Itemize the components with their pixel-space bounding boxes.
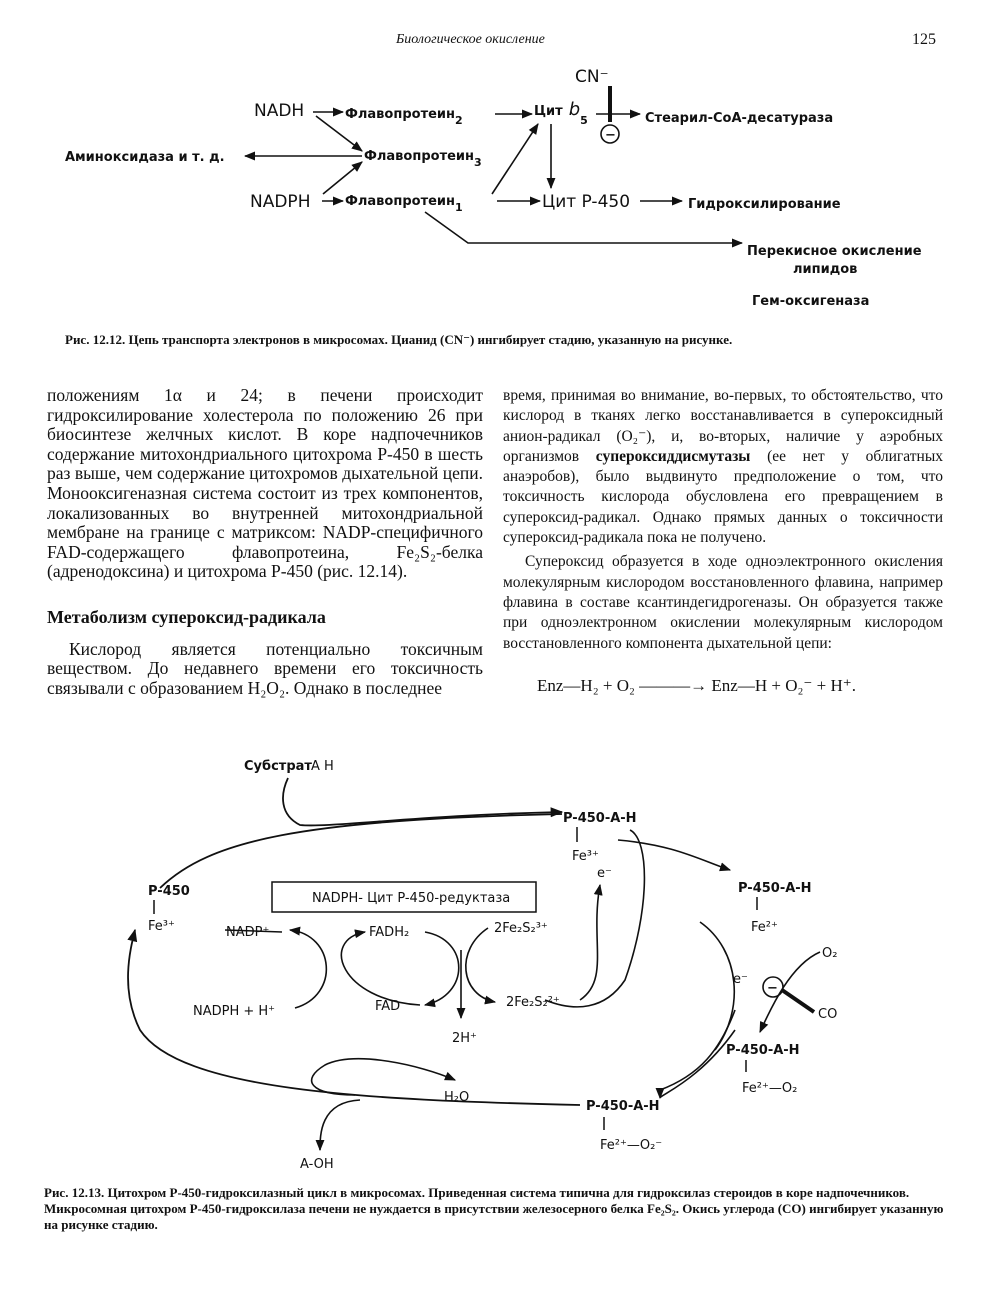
left-column	[47, 386, 483, 698]
nadp-label: NADP⁺	[226, 925, 270, 940]
nadh-label: NADH	[254, 101, 305, 121]
arrow-to-water	[312, 1059, 455, 1095]
cn-label: CN⁻	[575, 67, 609, 87]
aminoxidase-label: Аминоксидаза и т. д.	[65, 150, 225, 165]
nadph-h-label: NADPH + H⁺	[193, 1004, 276, 1019]
reductase-label: NADPH- Цит P-450-редуктаза	[312, 891, 511, 906]
reduction-2-arc	[700, 922, 734, 1050]
left-paragraph-1: положениям 1α и 24; в печени происходит гидроксилирование холестерола по положению 26 при биосинтезе желчных кислот. В коре надпочечников содержание митохондриального цитохрома P-450 в шесть раз выше, чем содержание цитохромов дыхательной цепи. Монооксигеназная система состоит из трех компонентов, локализованных во внутренней митохондриальной мембране на границе с матриксом: NADP-специфичного FAD-содержащего флавопротеина, Fe₂S₂-белка (адренодоксина) и цитохрома P-450 (рис. 12.14).	[47, 385, 483, 582]
a-oh-label: A-OH	[300, 1157, 334, 1172]
sod-term: супероксиддисмутазы	[595, 447, 751, 465]
arc-p450-to-complex	[160, 814, 562, 888]
substrate-ah: A H	[311, 759, 334, 774]
arrow-fp1-lipid-peroxidation	[425, 212, 742, 243]
substrate-label: Субстрат	[244, 759, 312, 774]
running-title: Биологическое окисление	[396, 32, 545, 47]
caption-13-label: Рис. 12.13.	[44, 1185, 105, 1200]
arrow-reduction-1	[618, 840, 730, 870]
fe3-free: Fe³⁺	[148, 919, 175, 934]
fe2-complex: Fe²⁺	[751, 920, 778, 935]
hydroxylation-label: Гидроксилирование	[688, 197, 841, 212]
caption-13-text: Цитохром P-450-гидроксилазный цикл в микросомах. Приведенная система типична для гидроксилаз стероидов в коре надпочечников. Микросомная цитохром P-450-гидроксилаза печени не нуждается в присутствии железосерного белка Fe₂S₂. Окись углерода (CO) ингибирует указанную на рисунке стадию.	[44, 1185, 944, 1232]
lipid-peroxidation-line1: Перекисное окисление	[747, 244, 922, 259]
minus-sign: −	[605, 128, 616, 143]
arrow-product-release	[320, 1100, 360, 1150]
arrow-substrate-binding	[283, 778, 562, 825]
lipid-peroxidation-line2: липидов	[793, 262, 858, 277]
flavoprotein-2: Флавопротеин$_2$	[345, 107, 463, 127]
page-number: 125	[912, 31, 936, 48]
co-minus-sign: −	[767, 981, 778, 996]
two-h-label: 2H⁺	[452, 1031, 477, 1046]
return-arc	[660, 1010, 735, 1090]
arrow-fp1-cytb5	[492, 124, 538, 194]
fadh2-label: FADH₂	[369, 925, 410, 940]
figure-12-13-caption	[44, 1185, 959, 1233]
nadph-label: NADPH	[250, 192, 311, 212]
cyt-b5: Цит $b_5$	[534, 99, 588, 127]
right-column	[503, 386, 943, 696]
arrow-nadph-to-nadp	[290, 930, 326, 1008]
flavoprotein-3: Флавопротеин$_3$	[364, 149, 482, 169]
p450-ah-fe2-o2: P-450-A-H	[726, 1043, 800, 1058]
arrow-nadph-fp3	[323, 162, 362, 194]
fe2s2-ox: 2Fe₂S₂³⁺	[494, 921, 548, 936]
fe2-o2-radical: Fe²⁺—O₂⁻	[600, 1138, 663, 1153]
right-paragraph-2: Супероксид образуется в ходе одноэлектронного окисления молекулярным кислородом восстановленного флавина, например флавина в составе ксантиндегидрогеназы. Он образуется также при одноэлектронном окислении молекулярным кислородом восстановленного компонента дыхательной цепи:	[503, 553, 943, 652]
fe3-complex: Fe³⁺	[572, 849, 599, 864]
arrow-fe2s2-reduction	[466, 928, 495, 1002]
co-label: CO	[818, 1007, 838, 1022]
flavoprotein-1: Флавопротеин$_1$	[345, 194, 463, 214]
fad-label: FAD	[375, 999, 401, 1014]
caption-text: Цепь транспорта электронов в микросомах. Цианид (CN⁻) ингибирует стадию, указанную на рисунке.	[128, 332, 733, 347]
p450-ah-superoxo: P-450-A-H	[586, 1099, 660, 1114]
arrow-electron-up	[580, 885, 600, 1000]
arrow-fadh2-to-fad	[425, 932, 459, 1005]
electron-2: e⁻	[733, 972, 748, 987]
enzyme-equation: Enz—H₂ + O₂ ———→ Enz—H + O₂⁻ + H⁺.	[537, 675, 856, 695]
caption-label: Рис. 12.12.	[65, 332, 126, 347]
p450-ah-fe2: P-450-A-H	[738, 881, 812, 896]
section-heading: Метаболизм супероксид-радикала	[47, 606, 326, 627]
heme-oxygenase-label: Гем-оксигеназа	[752, 294, 870, 309]
p450-cycle-diagram	[0, 750, 1007, 1180]
co-inhibition-bar	[782, 990, 814, 1012]
cyt-p450: Цит P-450	[542, 192, 631, 212]
h2o-label: H₂O	[444, 1090, 470, 1105]
electron-1: e⁻	[597, 866, 612, 881]
fe2-o2-complex: Fe²⁺—O₂	[742, 1081, 798, 1096]
left-paragraph-2: Кислород является потенциально токсичным веществом. До недавнего времени его токсичность связывали с образованием H₂O₂. Однако в последнее	[47, 638, 483, 698]
p450-ah-fe3: P-450-A-H	[563, 811, 637, 826]
p450-free: P-450	[148, 884, 190, 899]
arrow-to-superoxo	[660, 1030, 735, 1098]
arrow-fad-to-fadh2	[341, 932, 420, 1005]
electron-transport-diagram	[0, 60, 1007, 320]
o2-label: O₂	[822, 946, 838, 961]
stearoyl-coa-desaturase: Стеарил-СоА-десатураза	[645, 111, 834, 126]
right-paragraph-1: время, принимая во внимание, во-первых, то обстоятельство, что кислород в тканях легко восстанавливается в супероксидный анион-радикал (O₂⁻), и, во-вторых, наличие у аэробных организмов супероксиддисмутазы (ее нет у облигатных анаэробов), было выдвинуто предположение о том, что токсичность кислорода обусловлена его превращением в супероксид-радикал. Однако прямых данных о токсичности супероксид-радикала пока не получено.	[503, 387, 944, 547]
fe2s2-red: 2Fe₂S₂²⁺	[506, 995, 560, 1010]
figure-12-12-caption	[65, 332, 955, 348]
